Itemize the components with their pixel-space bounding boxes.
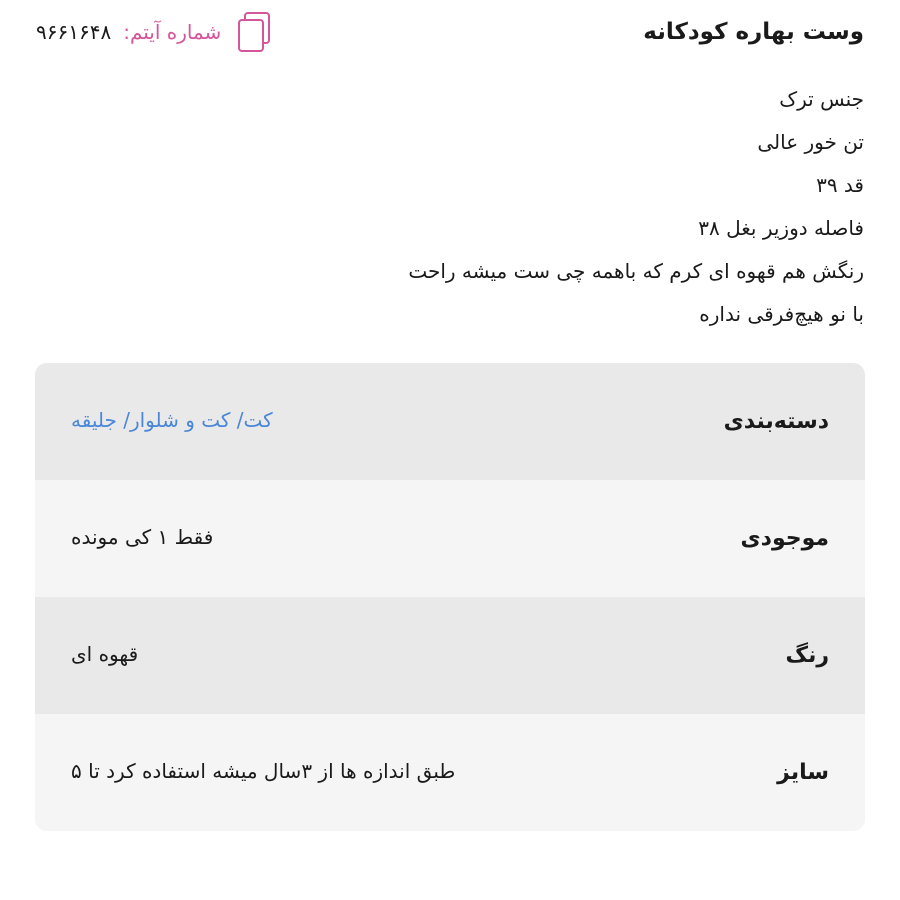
spec-label: سایز bbox=[777, 760, 829, 785]
item-id-label: شماره آیتم: bbox=[123, 20, 222, 44]
product-description bbox=[36, 78, 864, 336]
description-line: رنگش هم قهوه ای کرم که باهمه چی ست میشه راحت bbox=[408, 259, 864, 283]
spec-label: موجودی bbox=[740, 526, 829, 551]
description-line: جنس ترک bbox=[779, 87, 864, 111]
specs-table bbox=[35, 363, 865, 831]
spec-row-stock bbox=[35, 480, 865, 597]
spec-label: رنگ bbox=[785, 643, 829, 668]
copy-icon[interactable] bbox=[233, 9, 275, 55]
category-link[interactable]: کت/ کت و شلوار/ جلیقه bbox=[71, 407, 273, 432]
spec-value: طبق اندازه ها از ۳سال میشه استفاده کرد تا ۵ bbox=[71, 758, 456, 783]
product-title: وست بهاره کودکانه bbox=[643, 19, 864, 45]
spec-row-category bbox=[35, 363, 865, 480]
description-line: قد ۳۹ bbox=[816, 173, 864, 197]
item-id-group bbox=[36, 9, 275, 55]
item-id-value: ۹۶۶۱۶۴۸ bbox=[36, 20, 112, 44]
description-line: تن خور عالی bbox=[757, 130, 864, 154]
spec-label: دسته‌بندی bbox=[723, 409, 829, 434]
description-line: با نو هیچ‌فرقی نداره bbox=[699, 302, 864, 326]
spec-value: قهوه ای bbox=[71, 641, 139, 666]
spec-row-color bbox=[35, 597, 865, 714]
description-line: فاصله دوزیر بغل ۳۸ bbox=[698, 216, 864, 240]
product-header bbox=[36, 8, 864, 56]
spec-row-size bbox=[35, 714, 865, 831]
spec-value: فقط ۱ کی مونده bbox=[71, 524, 214, 549]
